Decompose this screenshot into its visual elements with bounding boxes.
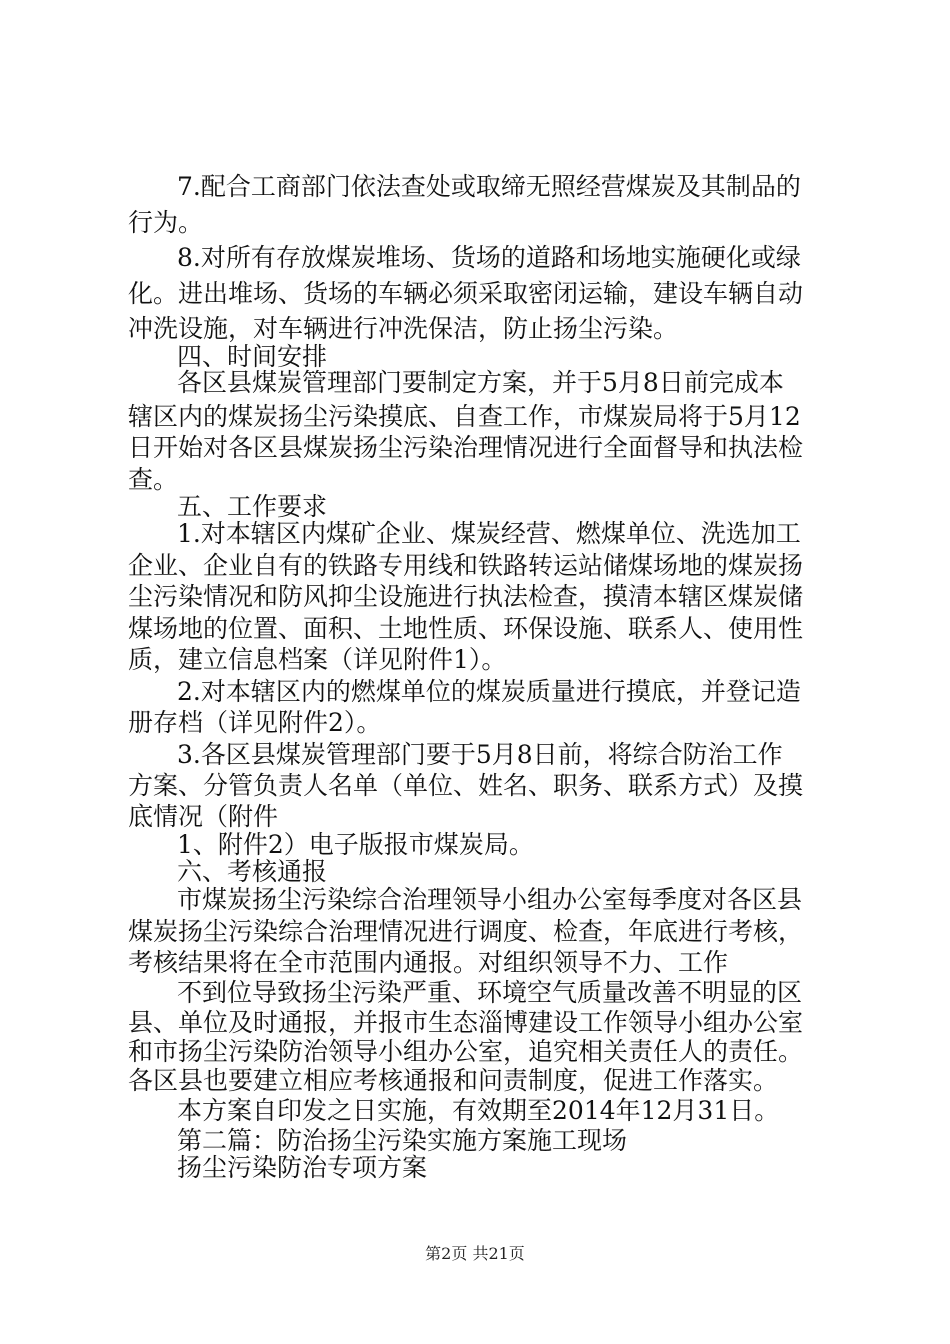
section-heading: 六、考核通报 [177, 857, 328, 886]
page-number-footer: 第2页 共21页 [425, 1244, 525, 1263]
text-line: 7.配合工商部门依法查处或取缔无照经营煤炭及其制品的 [177, 172, 801, 201]
text-line: 1.对本辖区内煤矿企业、煤炭经营、燃煤单位、洗选加工 [177, 519, 801, 548]
text-line: 冲洗设施，对车辆进行冲洗保洁，防止扬尘污染。 [128, 314, 679, 343]
text-line: 各区县也要建立相应考核通报和问责制度，促进工作落实。 [128, 1066, 779, 1095]
text-line: 各区县煤炭管理部门要制定方案，并于5月8日前完成本 [177, 368, 784, 397]
text-line: 底情况（附件 [128, 802, 279, 831]
text-line: 3.各区县煤炭管理部门要于5月8日前，将综合防治工作 [177, 740, 783, 769]
text-line: 查。 [128, 465, 179, 494]
text-line: 方案、分管负责人名单（单位、姓名、职务、联系方式）及摸 [128, 771, 804, 800]
section-heading: 第二篇：防治扬尘污染实施方案施工现场 [177, 1126, 628, 1155]
text-line: 企业、企业自有的铁路专用线和铁路转运站储煤场地的煤炭扬 [128, 551, 804, 580]
text-line: 县、单位及时通报，并报市生态淄博建设工作领导小组办公室 [128, 1008, 804, 1037]
text-line: 册存档（详见附件2）。 [128, 708, 382, 737]
text-line: 8.对所有存放煤炭堆场、货场的道路和场地实施硬化或绿 [177, 243, 801, 272]
text-line: 日开始对各区县煤炭扬尘污染治理情况进行全面督导和执法检 [128, 433, 804, 462]
text-line: 和市扬尘污染防治领导小组办公室，追究相关责任人的责任。 [128, 1037, 804, 1066]
text-line: 行为。 [128, 208, 204, 237]
text-line: 考核结果将在全市范围内通报。对组织领导不力、工作 [128, 948, 729, 977]
section-heading: 四、时间安排 [177, 342, 328, 371]
text-line: 本方案自印发之日实施，有效期至2014年12月31日。 [177, 1096, 780, 1125]
text-line: 辖区内的煤炭扬尘污染摸底、自查工作，市煤炭局将于5月12 [128, 402, 801, 431]
text-line: 市煤炭扬尘污染综合治理领导小组办公室每季度对各区县 [177, 885, 803, 914]
text-line: 化。进出堆场、货场的车辆必须采取密闭运输，建设车辆自动 [128, 279, 804, 308]
text-line: 1、附件2）电子版报市煤炭局。 [177, 830, 534, 859]
text-line: 不到位导致扬尘污染严重、环境空气质量改善不明显的区 [177, 978, 803, 1007]
text-line: 煤场地的位置、面积、土地性质、环保设施、联系人、使用性 [128, 614, 804, 643]
text-line: 尘污染情况和防风抑尘设施进行执法检查，摸清本辖区煤炭储 [128, 582, 804, 611]
section-heading: 扬尘污染防治专项方案 [177, 1153, 428, 1182]
section-heading: 五、工作要求 [177, 492, 328, 521]
text-line: 质，建立信息档案（详见附件1）。 [128, 645, 507, 674]
text-line: 2.对本辖区内的燃煤单位的煤炭质量进行摸底，并登记造 [177, 677, 801, 706]
text-line: 煤炭扬尘污染综合治理情况进行调度、检查，年底进行考核， [128, 917, 804, 946]
